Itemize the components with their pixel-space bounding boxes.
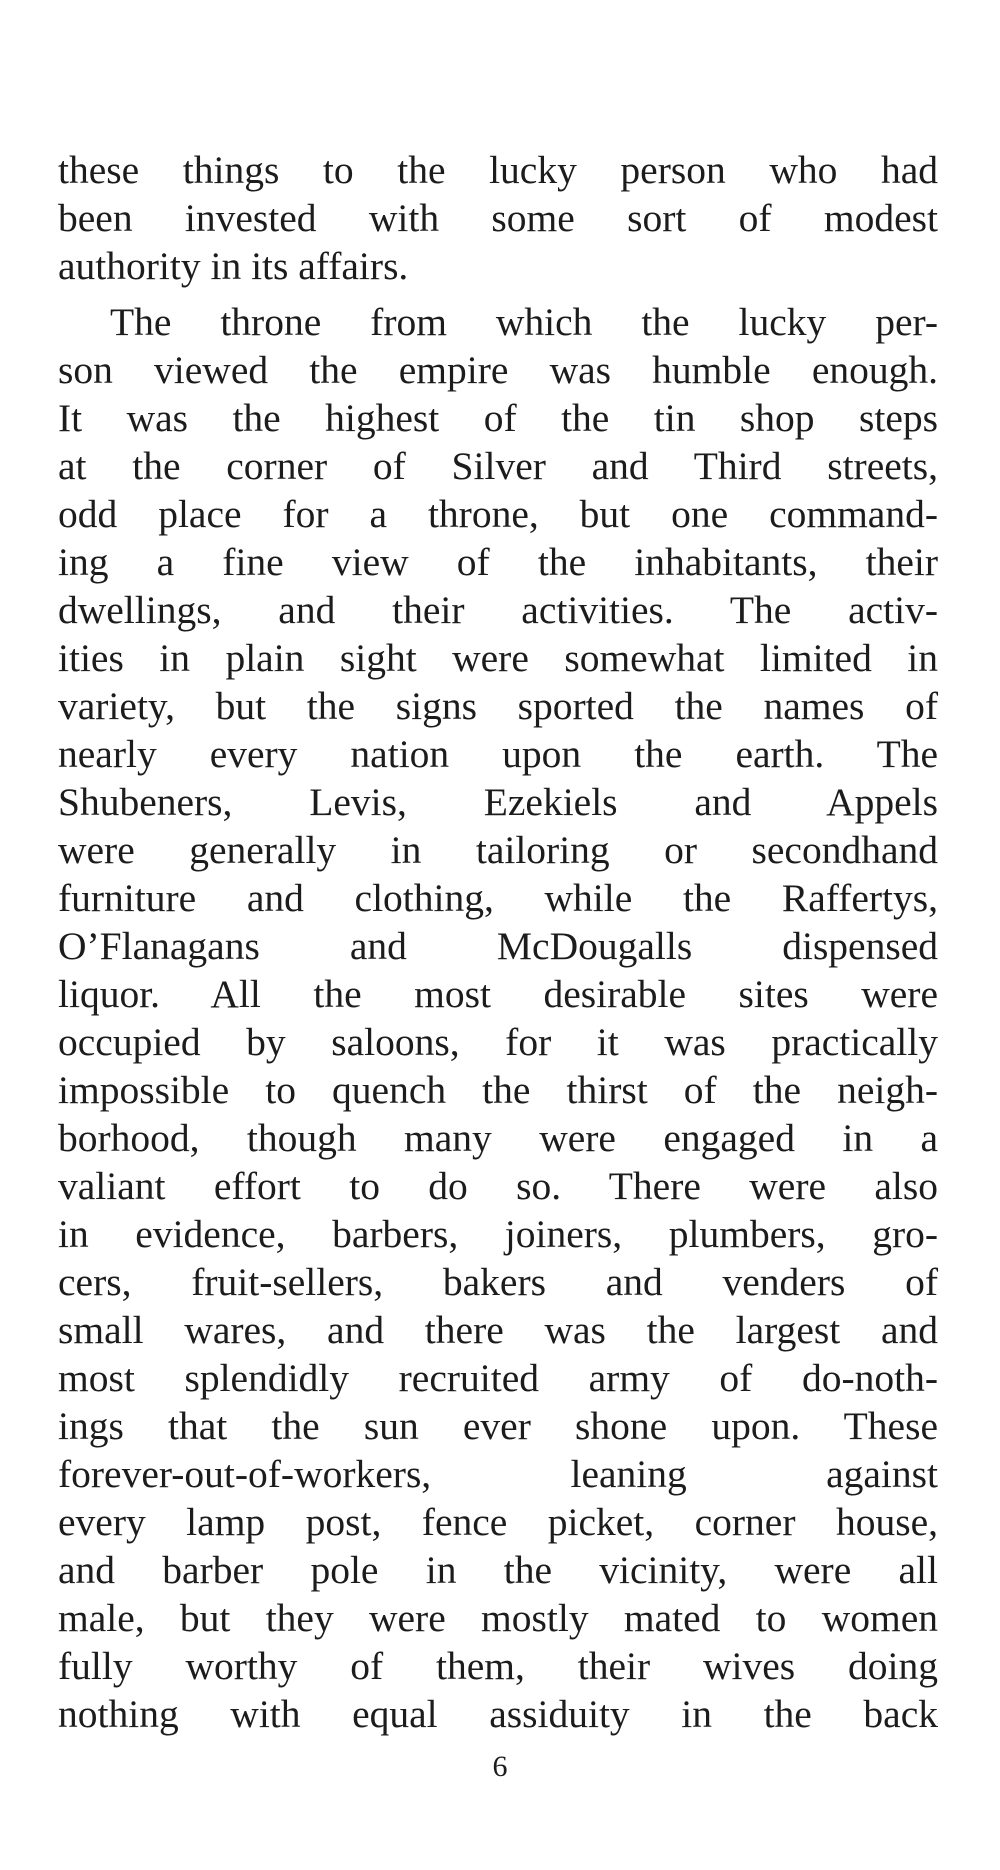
text-line: The throne from which the lucky per- [110,300,938,344]
text-line: odd place for a throne, but one command- [58,492,938,536]
text-line: furniture and clothing, while the Raffertys, [58,876,938,920]
text-line: son viewed the empire was humble enough. [58,348,938,392]
text-line: occupied by saloons, for it was practically [58,1020,938,1064]
text-line: cers, fruit-sellers, bakers and venders of [58,1260,938,1304]
text-line: authority in its affairs. [58,244,409,288]
page-number: 6 [492,1750,508,1783]
body-text [58,146,938,1738]
text-line: and barber pole in the vicinity, were all [58,1548,938,1592]
text-line: nearly every nation upon the earth. The [58,732,938,776]
text-line: ings that the sun ever shone upon. These [58,1404,938,1448]
text-line: were generally in tailoring or secondhand [58,828,938,872]
text-line: at the corner of Silver and Third streets, [58,444,938,488]
text-line: these things to the lucky person who had [58,148,938,192]
text-line: most splendidly recruited army of do-noth- [58,1356,938,1400]
text-line: fully worthy of them, their wives doing [58,1644,938,1688]
paragraph-2 [58,298,938,1738]
paragraph-1 [58,146,938,290]
text-line: small wares, and there was the largest and [58,1308,938,1352]
text-line: ing a fine view of the inhabitants, their [58,540,938,584]
text-line: valiant effort to do so. There were also [58,1164,938,1208]
text-line: liquor. All the most desirable sites were [58,972,938,1016]
paragraph-gap [58,290,938,298]
text-line: O’Flanagans and McDougalls dispensed [58,924,938,968]
text-line: in evidence, barbers, joiners, plumbers, gro- [58,1212,938,1256]
text-line: Shubeners, Levis, Ezekiels and Appels [58,780,938,824]
text-line: been invested with some sort of modest [58,196,938,240]
text-line: It was the highest of the tin shop steps [58,396,938,440]
text-line: ities in plain sight were somewhat limited in [58,636,938,680]
text-line: male, but they were mostly mated to women [58,1596,938,1640]
text-line: nothing with equal assiduity in the back [58,1692,938,1736]
text-line: every lamp post, fence picket, corner house, [58,1500,938,1544]
text-line: impossible to quench the thirst of the neigh- [58,1068,938,1112]
text-line: forever-out-of-workers, leaning against [58,1452,938,1496]
text-line: borhood, though many were engaged in a [58,1116,938,1160]
text-line: variety, but the signs sported the names of [58,684,938,728]
text-line: dwellings, and their activities. The activ- [58,588,938,632]
